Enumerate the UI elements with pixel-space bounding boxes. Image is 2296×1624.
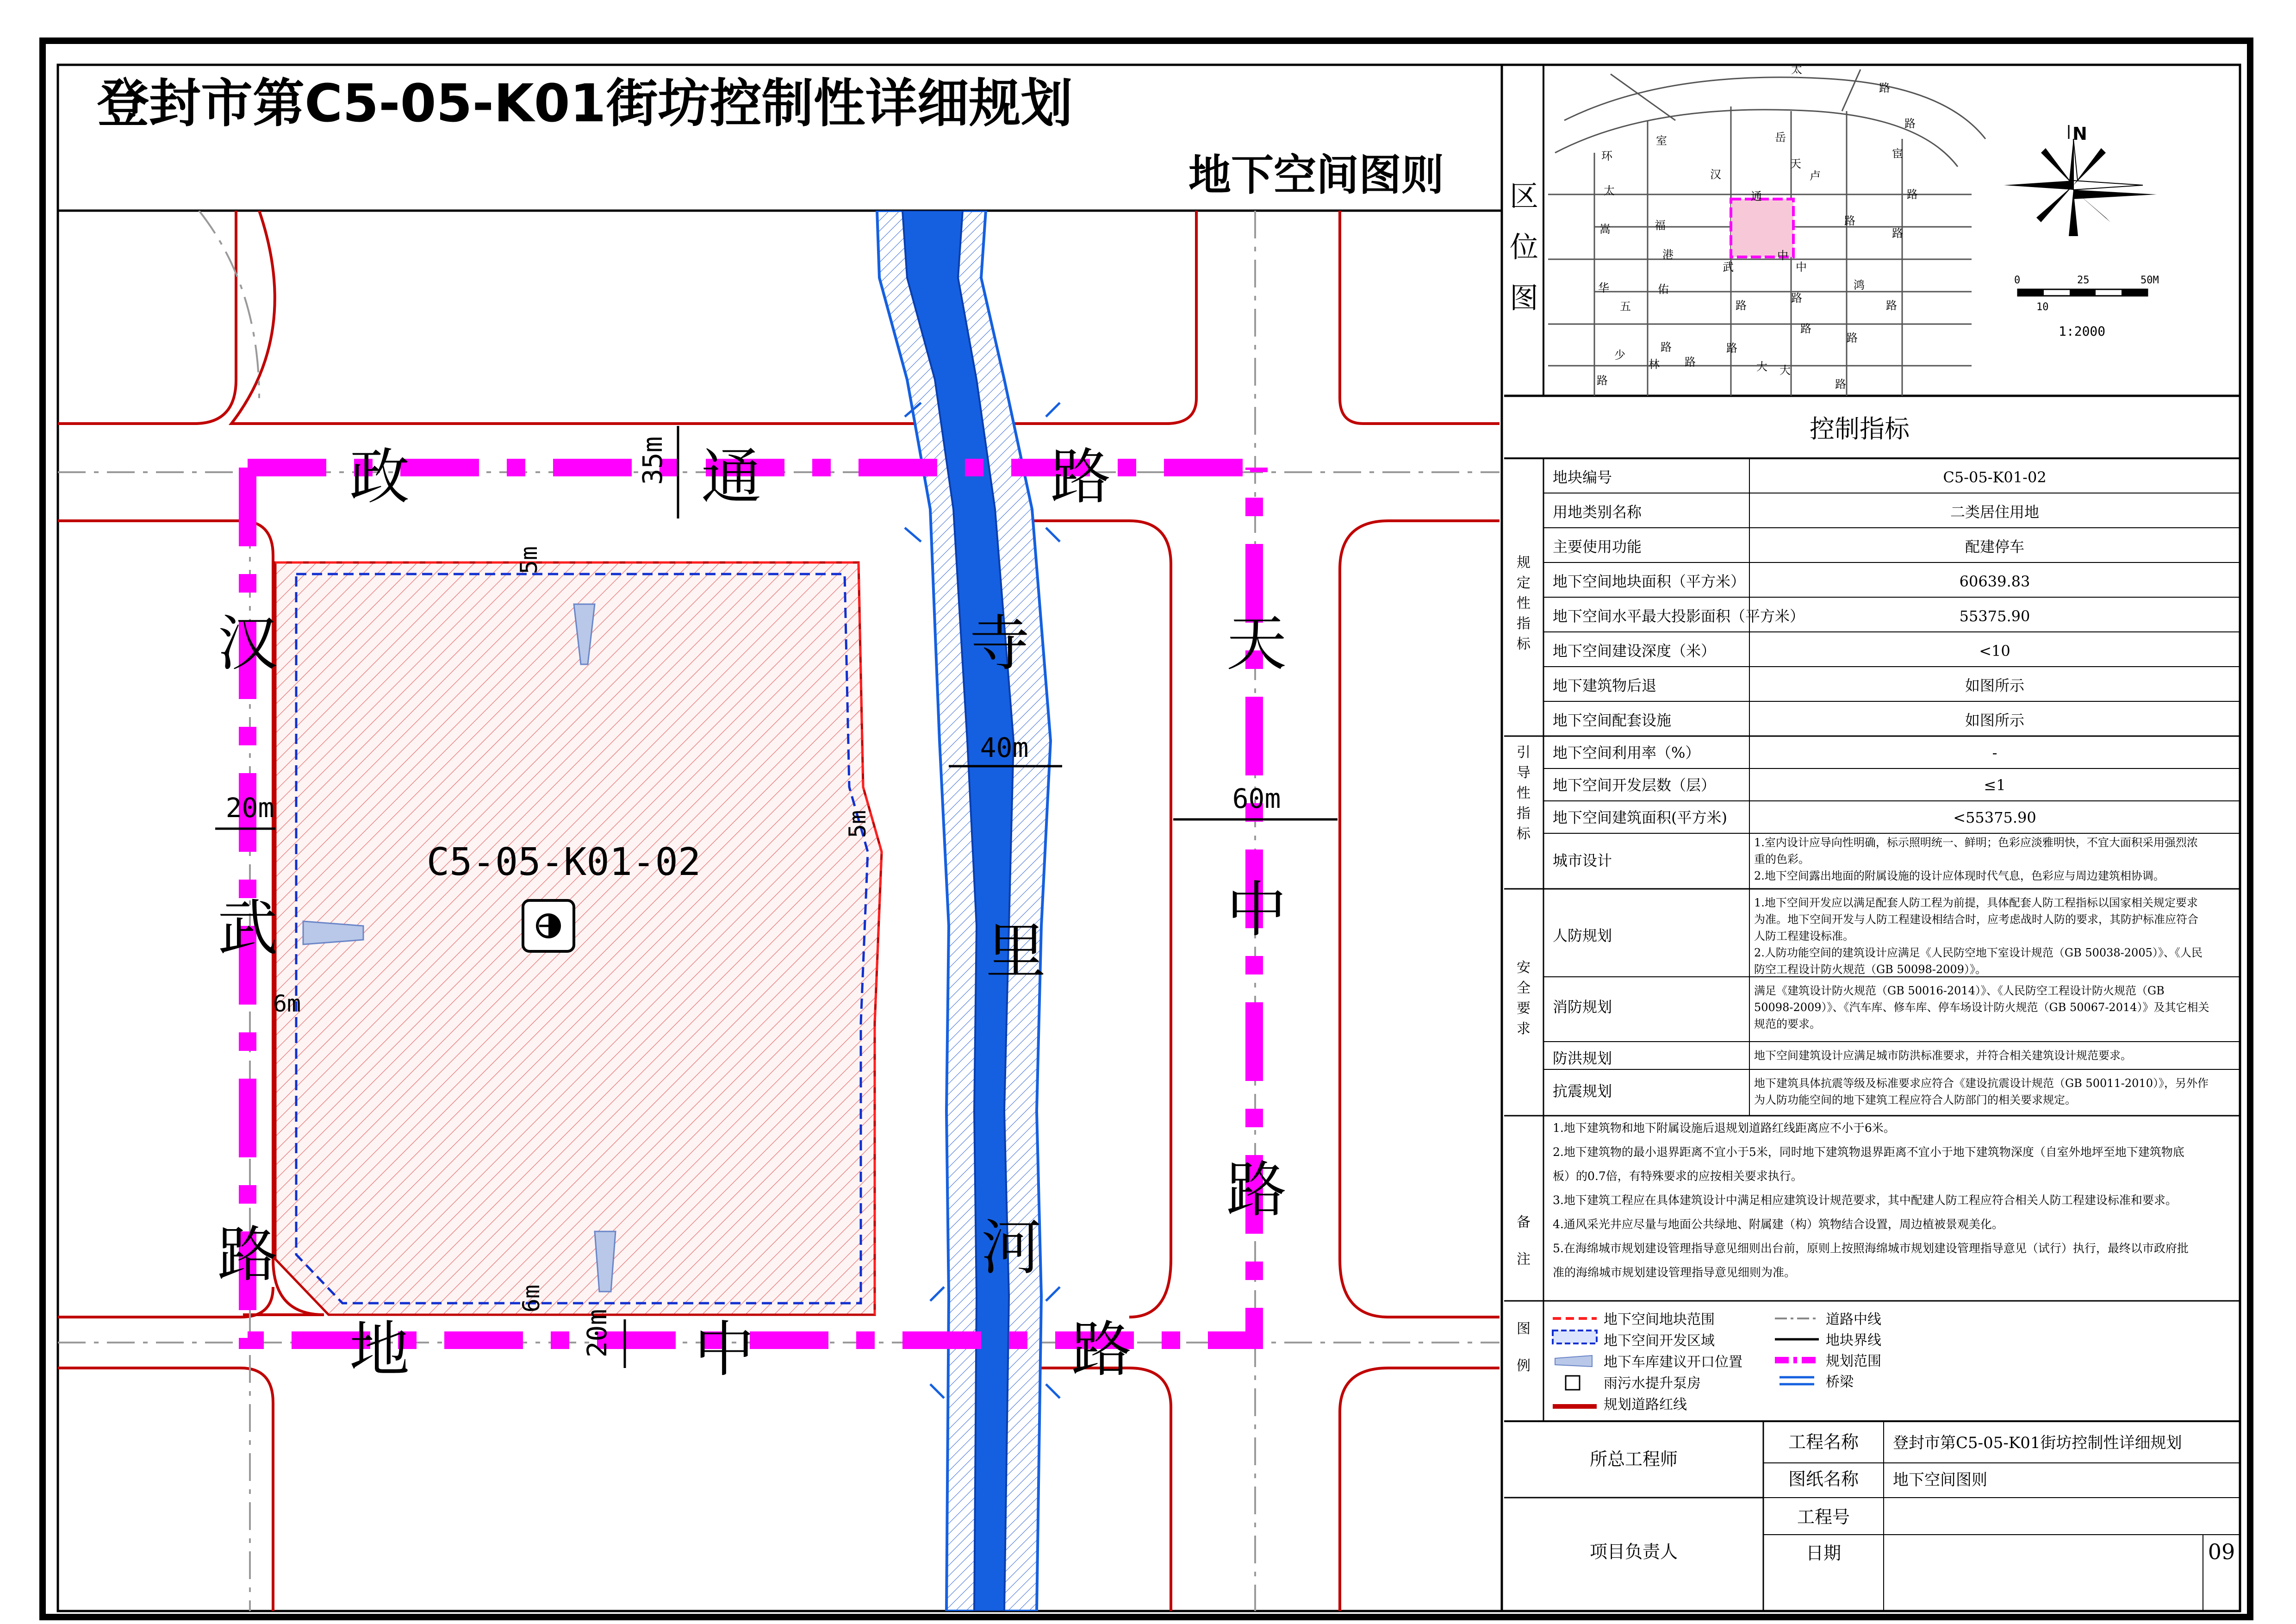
safety-line: 满足《建筑设计防火规范（GB 50016-2014）》、《人民防空工程设计防火规范（GB: [1754, 984, 2165, 997]
group-regulatory-char: 性: [1517, 595, 1531, 612]
legend-right-item: 规划范围: [1826, 1353, 1881, 1369]
svg-text:路: 路: [1597, 374, 1608, 387]
chief-engineer-label: 所总工程师: [1589, 1449, 1678, 1469]
legend-right-item: 地块界线: [1826, 1332, 1881, 1349]
date-label: 日期: [1805, 1543, 1842, 1563]
svg-text:路: 路: [1791, 292, 1802, 305]
safety-line: 为准。地下空间开发与人防工程建设相结合时，应考虑战时人防的要求，其防护标准应符合: [1754, 913, 2198, 926]
svg-text:路: 路: [1800, 322, 1811, 335]
svg-text:武: 武: [1723, 261, 1734, 274]
urban-design-line: 重的色彩。: [1754, 853, 1810, 866]
svg-text:10: 10: [2036, 301, 2049, 313]
svg-text:佑: 佑: [1658, 283, 1669, 296]
road-name-zheng: 政: [349, 442, 410, 512]
group-safety-char: 要: [1517, 1000, 1531, 1017]
svg-text:岳: 岳: [1775, 131, 1786, 144]
group-legend-char: 图: [1517, 1321, 1531, 1337]
guiding-label: 地下空间利用率（%）: [1553, 744, 1700, 762]
regulatory-label: 用地类别名称: [1553, 503, 1642, 521]
group-regulatory-char: 规: [1517, 555, 1531, 571]
guiding-value: ≤1: [1984, 776, 2006, 794]
guiding-label: 地下空间开发层数（层）: [1553, 776, 1716, 794]
group-guiding-char: 引: [1517, 744, 1531, 761]
dim-setback-west: 6m: [273, 990, 301, 1017]
road-name-tong: 通: [701, 442, 762, 512]
svg-text:路: 路: [1736, 299, 1747, 312]
project-name-label: 工程名称: [1788, 1432, 1859, 1452]
road-name-han: 汉: [217, 608, 278, 679]
svg-text:宦: 宦: [1892, 147, 1903, 160]
legend-right-item: 桥梁: [1826, 1374, 1854, 1390]
river-name-li: 里: [985, 916, 1046, 987]
svg-text:50M: 50M: [2140, 275, 2159, 286]
svg-text:大: 大: [1756, 360, 1767, 373]
river-name-he: 河: [981, 1212, 1042, 1283]
svg-text:0: 0: [2014, 275, 2021, 286]
urban-design-line: 2.地下空间露出地面的附属设施的设计应体现时代气息，色彩应与周边建筑相协调。: [1754, 869, 2165, 882]
safety-line: 规范的要求。: [1754, 1018, 1821, 1031]
urban-design-line: 1.室内设计应导向性明确，标示照明统一、鲜明；色彩应淡雅明快，不宜大面积采用强烈浓: [1754, 836, 2198, 849]
group-safety-char: 求: [1517, 1021, 1531, 1037]
safety-label: 人防规划: [1553, 927, 1612, 944]
legend-left-item: 地下空间开发区域: [1604, 1333, 1715, 1349]
dim-south-road: 20m: [581, 1309, 613, 1358]
project-name-value: 登封市第C5-05-K01街坊控制性详细规划: [1893, 1434, 2182, 1452]
note-line: 准的海绵城市规划建设管理指导意见细则为准。: [1553, 1266, 1796, 1279]
svg-text:室: 室: [1656, 134, 1667, 147]
group-safety-char: 安: [1517, 960, 1531, 976]
road-name-lu-east: 路: [1226, 1155, 1287, 1225]
road-name-lu-north: 路: [1050, 442, 1111, 512]
guiding-label: 地下空间建筑面积(平方米): [1553, 809, 1727, 826]
group-regulatory-char: 指: [1517, 616, 1531, 632]
svg-text:路: 路: [1847, 331, 1858, 344]
regulatory-value: 55375.90: [1959, 607, 2030, 625]
svg-text:路: 路: [1907, 188, 1918, 201]
svg-text:路: 路: [1844, 214, 1855, 227]
dim-river: 40m: [980, 732, 1029, 763]
svg-text:路: 路: [1904, 117, 1916, 130]
drawing-name-value: 地下空间图则: [1893, 1471, 1987, 1489]
road-name-zhong-south: 中: [694, 1314, 755, 1385]
svg-text:鸿: 鸿: [1854, 279, 1865, 292]
svg-text:路: 路: [1879, 81, 1890, 94]
road-name-lu-south: 路: [1071, 1314, 1132, 1385]
svg-text:嵩: 嵩: [1599, 223, 1611, 236]
safety-label: 消防规划: [1553, 998, 1612, 1016]
sheet-title: 登封市第C5-05-K01街坊控制性详细规划: [97, 74, 1073, 134]
group-safety-char: 全: [1517, 980, 1531, 996]
note-line: 1.地下建筑物和地下附属设施后退规划道路红线距离应不小于6米。: [1553, 1121, 1895, 1135]
svg-text:福: 福: [1655, 219, 1666, 232]
svg-text:华: 华: [1598, 281, 1609, 294]
parcel-boundary: [275, 562, 882, 1315]
regulatory-value: 如图所示: [1965, 677, 2025, 694]
note-line: 3.地下建筑工程应在具体建筑设计中满足相应建筑设计规范要求，其中配建人防工程应符合相关人防工程建设标准和要求。: [1553, 1193, 2177, 1207]
safety-line: 2.人防功能空间的建筑设计应满足《人民防空地下室设计规范（GB 50038-2005）》、《人民: [1754, 946, 2203, 959]
regulatory-label: 地下空间地块面积（平方米）: [1553, 573, 1746, 590]
dim-setback-south: 6m: [518, 1284, 545, 1313]
svg-text:1:2000: 1:2000: [2059, 324, 2106, 339]
note-line: 5.在海绵城市规划建设管理指导意见细则出台前，原则上按照海绵城市规划建设管理指导意见（试行）执行，最终以市政府批: [1553, 1242, 2189, 1255]
regulatory-label: 地下建筑物后退: [1553, 677, 1657, 694]
group-guiding-char: 导: [1517, 765, 1531, 781]
regulatory-value: <10: [1979, 642, 2010, 660]
safety-label: 防洪规划: [1553, 1049, 1612, 1067]
svg-text:路: 路: [1835, 378, 1846, 391]
svg-text:五: 五: [1620, 300, 1631, 313]
regulatory-label: 地块编号: [1553, 468, 1612, 486]
drawing-name-label: 图纸名称: [1788, 1469, 1859, 1489]
svg-text:太: 太: [1791, 63, 1802, 76]
location-label-2: 位: [1509, 230, 1539, 264]
safety-line: 为人防功能空间的地下建筑工程应符合人防部门的相关要求规定。: [1754, 1093, 2076, 1106]
svg-text:路: 路: [1892, 227, 1903, 240]
group-guiding-char: 指: [1517, 806, 1531, 822]
note-line: 2.地下建筑物的最小退界距离不宜小于5米，同时地下建筑物退界距离不宜小于地下建筑物深度（自室外地坪至地下建筑物底: [1553, 1145, 2184, 1159]
svg-text:天: 天: [1790, 157, 1801, 170]
north-label: N: [2072, 124, 2087, 144]
group-guiding-char: 性: [1517, 785, 1531, 801]
road-name-zhong-east: 中: [1226, 874, 1287, 945]
note-line: 板）的0.7倍，有特殊要求的应按相关要求执行。: [1553, 1169, 1803, 1183]
svg-text:25: 25: [2077, 275, 2090, 286]
safety-line: 地下建筑具体抗震等级及标准要求应符合《建设抗震设计规范（GB 50011-2010）》，另外作: [1754, 1077, 2209, 1090]
svg-text:汉: 汉: [1710, 168, 1721, 181]
regulatory-value: 60639.83: [1959, 573, 2030, 590]
regulatory-label: 主要使用功能: [1553, 538, 1642, 556]
location-highlight: [1731, 199, 1793, 257]
legend-right-item: 道路中线: [1826, 1312, 1881, 1328]
dim-west-road: 20m: [225, 792, 274, 824]
road-name-wu: 武: [217, 893, 278, 963]
regulatory-label: 地下空间建设深度（米）: [1553, 642, 1716, 660]
regulatory-label: 地下空间配套设施: [1553, 712, 1672, 729]
group-legend-char: 例: [1517, 1358, 1531, 1374]
svg-text:中: 中: [1777, 249, 1788, 262]
svg-text:大: 大: [1780, 364, 1791, 377]
svg-text:林: 林: [1649, 358, 1660, 371]
guiding-value: -: [1992, 744, 1997, 762]
legend-left-item: 地下空间地块范围: [1604, 1312, 1715, 1328]
svg-text:路: 路: [1886, 299, 1897, 312]
note-line: 4.通风采光井应尽量与地面公共绿地、附属建（构）筑物结合设置，周边植被景观美化。: [1553, 1218, 2004, 1231]
page-number: 09: [2208, 1539, 2235, 1564]
road-name-tian: 天: [1226, 608, 1287, 679]
river-name-si: 寺: [969, 608, 1030, 679]
urban-design-label: 城市设计: [1553, 852, 1612, 869]
safety-line: 防空工程设计防火规范（GB 50098-2009）》。: [1754, 963, 1986, 976]
group-notes-char: 注: [1517, 1251, 1531, 1268]
legend-left-item: 规划道路红线: [1604, 1397, 1687, 1413]
svg-text:通: 通: [1751, 190, 1762, 203]
road-name-lu-west: 路: [217, 1219, 278, 1290]
group-guiding-char: 标: [1517, 826, 1531, 842]
group-regulatory-char: 定: [1517, 575, 1531, 591]
svg-text:路: 路: [1661, 341, 1672, 354]
sheet-subtitle: 地下空间图则: [1188, 150, 1444, 200]
road-name-di: 地: [349, 1314, 410, 1385]
scale-bar: [2018, 289, 2147, 296]
group-notes-char: 备: [1517, 1214, 1531, 1230]
regulatory-value: C5-05-K01-02: [1943, 468, 2047, 486]
svg-text:中: 中: [1796, 261, 1807, 274]
location-label-1: 区: [1509, 179, 1539, 213]
svg-text:环: 环: [1601, 150, 1612, 162]
svg-text:路: 路: [1726, 342, 1737, 355]
project-number-label: 工程号: [1797, 1507, 1850, 1527]
pump-station-symbol: [523, 900, 574, 951]
safety-line: 人防工程建设标准。: [1754, 930, 1854, 943]
safety-label: 抗震规划: [1553, 1082, 1612, 1100]
group-regulatory-char: 标: [1517, 636, 1531, 652]
parcel-label: C5-05-K01-02: [426, 840, 701, 884]
legend-left-item: 地下车库建议开口位置: [1604, 1354, 1742, 1370]
svg-text:路: 路: [1685, 356, 1696, 369]
project-lead-label: 项目负责人: [1589, 1542, 1678, 1562]
dim-north-road: 35m: [637, 436, 668, 485]
svg-text:卢: 卢: [1810, 169, 1821, 182]
safety-line: 地下空间建筑设计应满足城市防洪标准要求，并符合相关建筑设计规范要求。: [1754, 1049, 2132, 1062]
legend-left-item: 雨污水提升泵房: [1604, 1375, 1701, 1392]
dim-setback-north: 5m: [516, 546, 542, 575]
location-label-3: 图: [1509, 281, 1539, 315]
dim-east-road: 60m: [1232, 783, 1281, 814]
safety-line: 1.地下空间开发应以满足配套人防工程为前提，具体配套人防工程指标以国家相关规定要求: [1754, 896, 2198, 909]
svg-text:太: 太: [1604, 184, 1615, 197]
regulatory-value: 如图所示: [1965, 712, 2025, 729]
regulatory-value: 二类居住用地: [1950, 503, 2040, 521]
regulatory-value: 配建停车: [1965, 538, 2025, 556]
dim-setback-east: 5m: [844, 810, 871, 838]
safety-line: 50098-2009）》、《汽车库、修车库、停车场设计防火规范（GB 50067-2014）》及其它相关: [1754, 1001, 2209, 1014]
regulatory-label: 地下空间水平最大投影面积（平方米）: [1553, 607, 1805, 625]
svg-text:少: 少: [1614, 349, 1625, 362]
svg-text:港: 港: [1662, 248, 1674, 261]
control-table-header: 控制指标: [1810, 414, 1910, 443]
guiding-value: <55375.90: [1953, 809, 2036, 826]
